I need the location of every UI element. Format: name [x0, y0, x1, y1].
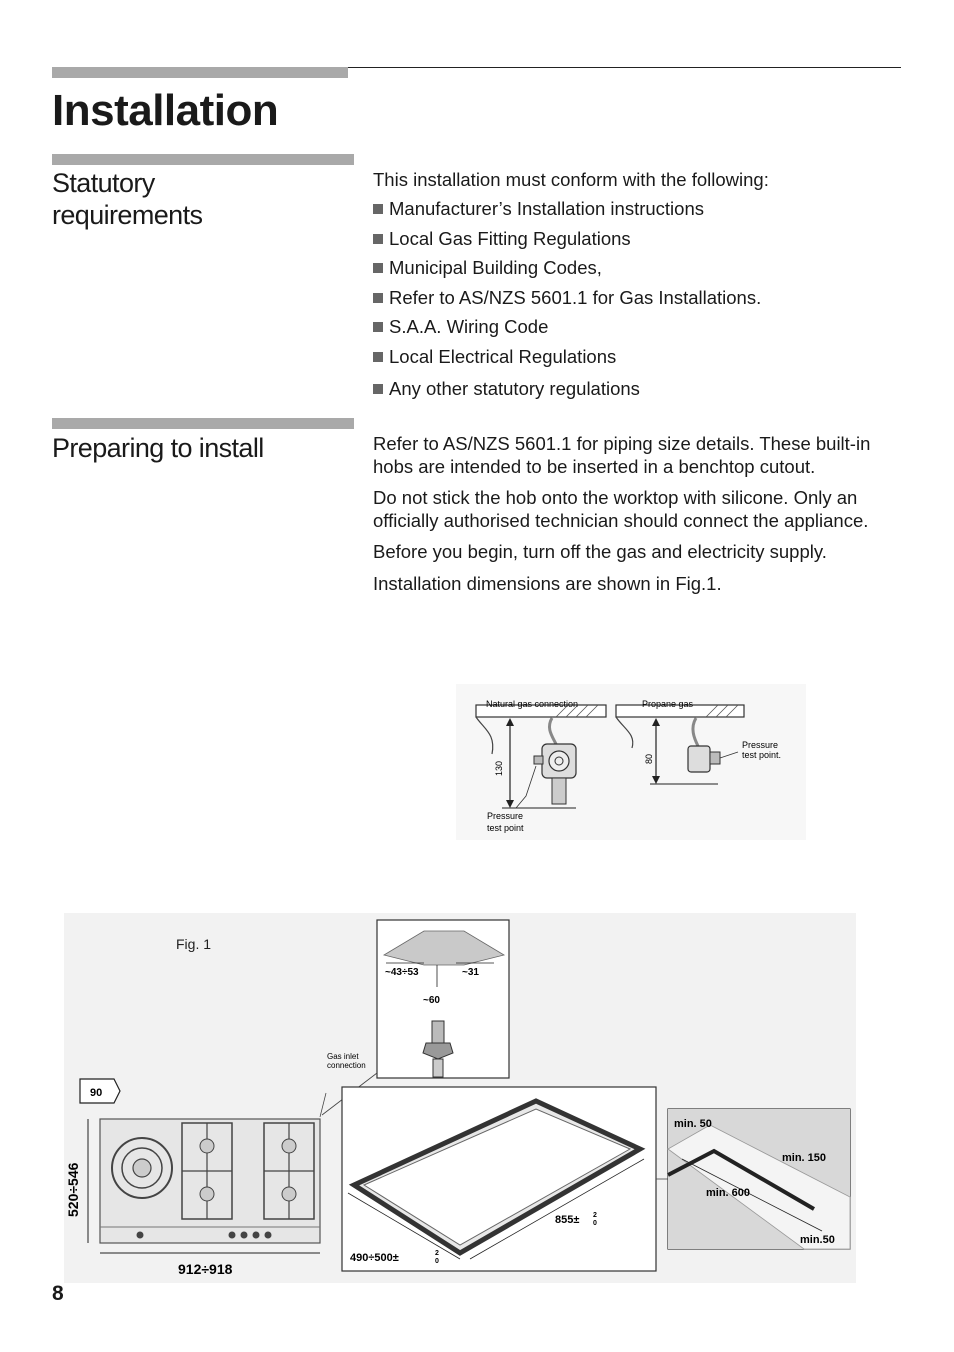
- wok-burner-cap-icon: [133, 1159, 151, 1177]
- fig1-installation-dimensions: [64, 913, 856, 1283]
- fitting-propane: [688, 746, 710, 772]
- list-item: Local Electrical Regulations: [373, 342, 903, 372]
- natural-gas-label: Natural gas connection: [486, 699, 579, 709]
- test-point-natural: [534, 756, 543, 764]
- clearance-min50-top: min. 50: [674, 1118, 712, 1130]
- inlet-pipe-natural: [552, 778, 566, 804]
- dimension-label-43-53: ~43÷53: [385, 967, 419, 978]
- list-item: Any other statutory regulations: [373, 374, 903, 404]
- burner-icon: [282, 1139, 296, 1153]
- bullet-square-icon: [373, 234, 383, 244]
- clearance-min150: min. 150: [782, 1152, 827, 1164]
- section-rule-preparing: [52, 418, 354, 429]
- inset-lower-pipe: [433, 1059, 443, 1077]
- dimension-label-130: 130: [494, 760, 504, 776]
- statutory-title-line2: requirements: [52, 200, 203, 230]
- inset-inlet-pipe: [432, 1021, 444, 1043]
- statutory-intro: This installation must conform with the following:: [373, 169, 769, 190]
- pressure-label-natural: Pressure: [487, 811, 524, 821]
- list-item: Local Gas Fitting Regulations: [373, 224, 903, 254]
- bullet-square-icon: [373, 322, 383, 332]
- regulator-dial-icon: [549, 751, 569, 771]
- clearance-min50-bottom: min.50: [800, 1234, 835, 1246]
- propane-gas-label: Propane gas: [642, 699, 694, 709]
- tolerance-top-490: 2: [435, 1250, 439, 1257]
- page-title: Installation: [52, 86, 279, 135]
- dimension-label-80: 80: [644, 753, 654, 764]
- header-rule-thick: [52, 67, 348, 78]
- list-item: Refer to AS/NZS 5601.1 for Gas Installations.: [373, 283, 903, 313]
- dimension-label-912-918: 912÷918: [178, 1261, 233, 1277]
- bullet-square-icon: [373, 204, 383, 214]
- bullet-square-icon: [373, 293, 383, 303]
- test-point-label-natural: test point: [487, 823, 524, 833]
- dimension-label-60: ~60: [423, 995, 440, 1006]
- burner-icon: [200, 1139, 214, 1153]
- bullet-square-icon: [373, 263, 383, 273]
- tolerance-bottom-855: 0: [593, 1220, 597, 1227]
- test-point-propane: [710, 752, 720, 764]
- preparing-paragraph: Installation dimensions are shown in Fig.1.: [373, 572, 722, 594]
- hob-top-view: [100, 1119, 320, 1243]
- preparing-paragraph: Do not stick the hob onto the worktop with silicone. Only an officially authorised technician should connect the appliance.: [373, 487, 869, 531]
- preparing-paragraph: Refer to AS/NZS 5601.1 for piping size details. These built-in hobs are intended to be inserted in a benchtop cutout.: [373, 433, 871, 477]
- gas-inlet-label-line1: Gas inlet: [327, 1052, 359, 1061]
- burner-icon: [282, 1187, 296, 1201]
- list-item: Manufacturer’s Installation instructions: [373, 194, 903, 224]
- list-item: S.A.A. Wiring Code: [373, 312, 903, 342]
- control-knob-icon: [241, 1232, 248, 1239]
- section-heading-statutory: [52, 167, 352, 231]
- dimension-label-31: ~31: [462, 967, 479, 978]
- test-point-label-propane: test point.: [742, 750, 782, 760]
- preparing-title: Preparing to install: [52, 433, 264, 463]
- statutory-title-line1: Statutory: [52, 168, 155, 198]
- preparing-paragraph: Before you begin, turn off the gas and electricity supply.: [373, 541, 827, 562]
- dimension-label-855: 855±: [555, 1214, 580, 1226]
- tolerance-top-855: 2: [593, 1212, 597, 1219]
- control-knob-icon: [229, 1232, 236, 1239]
- dimension-label-490-500: 490÷500±: [350, 1252, 399, 1264]
- preparing-body: [373, 433, 903, 604]
- clearance-min600: min. 600: [706, 1187, 751, 1199]
- control-knob-icon: [265, 1232, 272, 1239]
- bullet-square-icon: [373, 384, 383, 394]
- page-number: 8: [52, 1282, 64, 1305]
- burner-icon: [200, 1187, 214, 1201]
- badge-90-label: 90: [90, 1087, 103, 1099]
- dimension-label-520-546: 520÷546: [65, 1162, 81, 1217]
- statutory-list: [373, 194, 903, 403]
- list-item: Municipal Building Codes,: [373, 253, 903, 283]
- control-knob-icon: [137, 1232, 144, 1239]
- bullet-square-icon: [373, 352, 383, 362]
- control-knob-icon: [253, 1232, 260, 1239]
- gas-inlet-label-line2: connection: [327, 1061, 366, 1070]
- section-rule-statutory: [52, 154, 354, 165]
- pressure-label-propane: Pressure: [742, 740, 779, 750]
- gas-connection-figure: [456, 684, 806, 840]
- tolerance-bottom-490: 0: [435, 1258, 439, 1265]
- fig1-caption: Fig. 1: [176, 936, 212, 952]
